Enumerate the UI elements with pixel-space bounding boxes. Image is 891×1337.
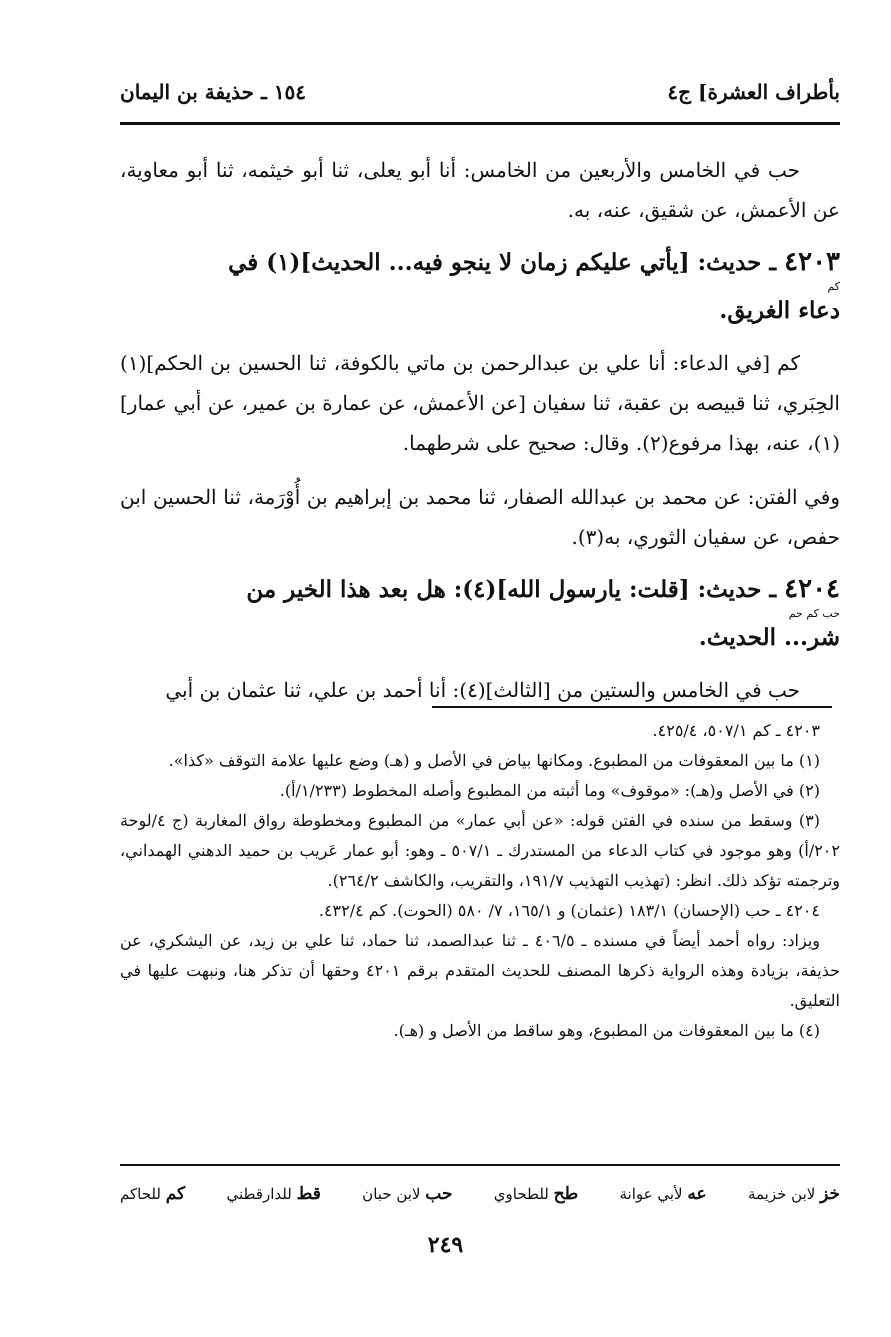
page-number: ٢٤٩ <box>427 1232 464 1258</box>
running-header <box>120 72 840 112</box>
main-text <box>120 150 840 724</box>
footnote-item: ويزاد: رواه أحمد أيضاً في مسنده ـ ٤٠٦/٥ ـ ثنا عبدالصمد، ثنا حماد، ثنا علي بن زيد، عن اليشكري، عن حذيفة، بزيادة وهذه الرواية ذكرها المصنف للحديث المتقدم برقم ٤٢٠١ وحقها أن تذكر هنا، ونبهت عليها في التعليق. <box>120 931 841 1010</box>
paragraph-2: كم [في الدعاء: أنا علي بن عبدالرحمن بن ماتي بالكوفة، ثنا الحسين بن الحكم](١) الحِبَري، ثنا قبيصه بن عقبة، ثنا سفيان [عن الأعمش، عن عمارة بن عمير، عن أبي عمار](١)، عنه، بهذا مرفوع(٢). وقال: صحيح على شرطهما. <box>120 351 840 455</box>
hadith-text-continued: شر... الحديث. <box>698 624 840 651</box>
footnote-item: ٤٢٠٤ ـ حب (الإحسان) ١٨٣/١ (عثمان) و ١٦٥/١، ٧/ ٥٨٠ (الحوت). كم ٤٣٢/٤. <box>318 901 820 920</box>
header-rule <box>120 122 840 125</box>
abbreviation-item: قط للدارقطني <box>226 1184 321 1204</box>
abbreviation-item: خز لابن خزيمة <box>747 1184 840 1204</box>
paragraph-3: وفي الفتن: عن محمد بن عبدالله الصفار، ثنا محمد بن إبراهيم بن أُوْرَمة، ثنا الحسين ابن حفص، عن سفيان الثوري، به(٣). <box>120 485 840 549</box>
hadith-text-continued: دعاء الغريق. <box>719 297 840 324</box>
hadith-4204 <box>120 571 840 656</box>
abbreviation-item: كم للحاكم <box>120 1184 186 1204</box>
abbreviation-rule <box>120 1164 840 1166</box>
hadith-number: ٤٢٠٤ <box>784 574 840 604</box>
abbreviation-item: حب لابن حبان <box>362 1184 453 1204</box>
footnote-item: (٢) في الأصل و(هـ): «موقوف» وما أثبته من المطبوع وأصله المخطوط (١/٢٣٣/أ). <box>279 781 820 800</box>
hadith-text: ـ حديث: [يأتي عليكم زمان لا ينجو فيه... الحديث](١) في <box>228 249 777 276</box>
hadith-text: ـ حديث: [قلت: يارسول الله](٤): هل بعد هذا الخير من <box>246 576 777 603</box>
paragraph-4: حب في الخامس والستين من [الثالث](٤): أنا أحمد بن علي، ثنا عثمان بن أبي <box>165 678 800 702</box>
hadith-number: ٤٢٠٣ <box>784 247 840 277</box>
source-symbols: كم <box>827 280 840 293</box>
header-chapter-title: ١٥٤ ـ حذيفة بن اليمان <box>120 80 307 104</box>
hadith-4203 <box>120 244 840 329</box>
footnote-item: (٤) ما بين المعقوفات من المطبوع، وهو ساقط من الأصل و (هـ). <box>393 1021 820 1040</box>
footnote-rule <box>432 706 832 708</box>
footnote-item: ٤٢٠٣ ـ كم ٥٠٧/١، ٤٢٥/٤. <box>652 721 820 740</box>
abbreviation-item: طح للطحاوي <box>493 1184 579 1204</box>
footnote-item: (١) ما بين المعقوفات من المطبوع. ومكانها بياض في الأصل و (هـ) وضع عليها علامة التوقف «كذا». <box>168 751 820 770</box>
source-symbols: حب كم حم <box>788 607 840 620</box>
footnotes <box>120 716 840 1046</box>
header-volume-title: بأطراف العشرة] ج٤ <box>667 80 840 104</box>
abbreviation-key <box>120 1176 840 1212</box>
abbreviation-item: عه لأبي عوانة <box>619 1184 707 1204</box>
paragraph-1: حب في الخامس والأربعين من الخامس: أنا أبو يعلى، ثنا أبو خيثمه، ثنا أبو معاوية، عن الأعمش، عن شقيق، عنه، به. <box>120 158 840 222</box>
footnote-item: (٣) وسقط من سنده في الفتن قوله: «عن أبي عمار» من المطبوع ومخطوطة رواق المغاربة (ج ٤/لوحة ٢٠٢/أ) وهو موجود في كتاب الدعاء من المستدرك ـ ٥٠٧/١ ـ وهو: أبو عمار عَريب بن حميد الدهني الهمداني، وترجمته تؤكد ذلك. انظر: (تهذيب التهذيب ١٩١/٧، والتقريب، والكاشف ٢٦٤/٢). <box>120 811 840 890</box>
